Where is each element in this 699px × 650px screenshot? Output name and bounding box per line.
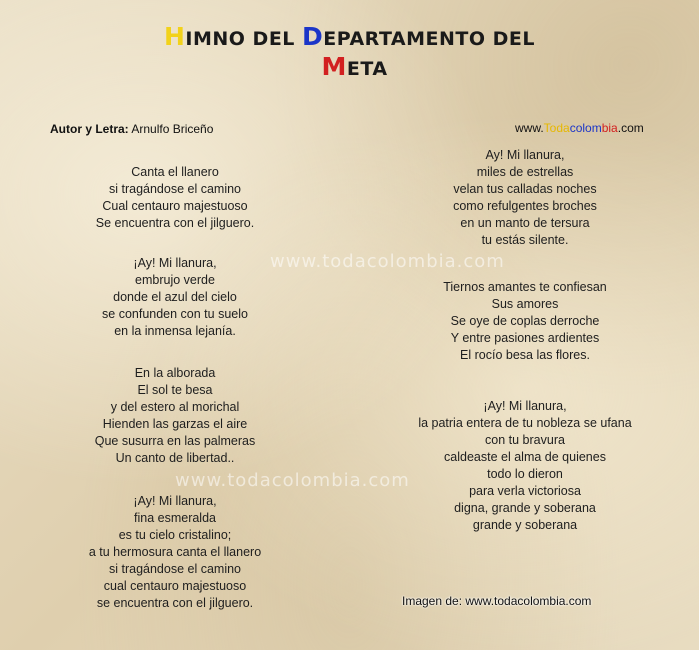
verse-line: se confunden con tu suelo: [102, 307, 248, 321]
verse-line: caldeaste el alma de quienes: [444, 450, 606, 464]
verse-line: Hienden las garzas el aire: [102, 417, 248, 431]
author-label: Autor y Letra:: [50, 122, 129, 136]
right-stanza-3: [395, 398, 655, 534]
verse-line: en un manto de tersura: [460, 216, 590, 230]
author-name: Arnulfo Briceño: [131, 122, 214, 136]
verse-line: En la alborada: [134, 366, 216, 380]
verse-line: velan tus calladas noches: [453, 182, 597, 196]
title-initial-d: D: [302, 22, 324, 51]
right-stanza-2: [395, 279, 655, 364]
verse-line: cual centauro majestuoso: [103, 579, 247, 593]
title-text-imno-del: IMNO DEL: [185, 28, 303, 50]
verse-line: a tu hermosura canta el llanero: [88, 545, 262, 559]
verse-line: si tragándose el camino: [108, 182, 242, 196]
verse-line: Ay! Mi llanura,: [485, 148, 565, 162]
verse-line: Cual centauro majestuoso: [102, 199, 248, 213]
left-stanza-2: [60, 255, 290, 340]
verse-line: digna, grande y soberana: [454, 501, 596, 515]
verse-line: miles de estrellas: [476, 165, 574, 179]
site-link-suffix: .com: [617, 121, 644, 135]
author-credit: [50, 122, 213, 136]
verse-line: El rocío besa las flores.: [460, 348, 590, 362]
verse-line: se encuentra con el jilguero.: [96, 596, 254, 610]
watermark-lower: www.todacolombia.com: [175, 470, 410, 491]
title-initial-h: H: [163, 22, 186, 51]
left-stanza-3: [60, 365, 290, 467]
title-text-eta: ETA: [346, 58, 388, 80]
verse-line: la patria entera de tu nobleza se ufana: [418, 416, 632, 430]
page-title-line-2: [5, 52, 699, 81]
verse-line: fina esmeralda: [134, 511, 216, 525]
verse-line: en la inmensa lejanía.: [114, 324, 236, 338]
verse-line: todo lo dieron: [487, 467, 563, 481]
verse-line: El sol te besa: [137, 383, 213, 397]
site-link-prefix: www.: [515, 121, 544, 135]
verse-line: grande y soberana: [472, 518, 578, 532]
title-text-epartamento-del: EPARTAMENTO DEL: [323, 28, 536, 50]
image-credit: Imagen de: www.todacolombia.com: [402, 594, 592, 608]
verse-line: con tu bravura: [485, 433, 565, 447]
verse-line: embrujo verde: [135, 273, 215, 287]
verse-line: ¡Ay! Mi llanura,: [133, 256, 217, 270]
verse-line: para verla victoriosa: [469, 484, 581, 498]
verse-line: Se oye de coplas derroche: [450, 314, 600, 328]
verse-line: Sus amores: [491, 297, 559, 311]
verse-line: ¡Ay! Mi llanura,: [483, 399, 567, 413]
verse-line: si tragándose el camino: [108, 562, 242, 576]
verse-line: donde el azul del cielo: [113, 290, 237, 304]
title-initial-m: M: [321, 52, 347, 81]
watermark-upper: www.todacolombia.com: [270, 251, 505, 272]
verse-line: Y entre pasiones ardientes: [450, 331, 600, 345]
site-link-part-2: colom: [569, 121, 602, 135]
verse-line: tu estás silente.: [481, 233, 569, 247]
left-stanza-4: [60, 493, 290, 612]
verse-line: como refulgentes broches: [453, 199, 597, 213]
site-link[interactable]: [515, 121, 644, 135]
site-link-part-1: Toda: [543, 121, 570, 135]
verse-line: Que susurra en las palmeras: [94, 434, 256, 448]
verse-line: Canta el llanero: [131, 165, 219, 179]
verse-line: Tiernos amantes te confiesan: [443, 280, 607, 294]
site-link-part-3: bia: [601, 121, 618, 135]
verse-line: es tu cielo cristalino;: [118, 528, 232, 542]
verse-line: y del estero al morichal: [110, 400, 240, 414]
page-title-line-1: [0, 22, 699, 51]
left-stanza-1: [60, 164, 290, 232]
verse-line: ¡Ay! Mi llanura,: [133, 494, 217, 508]
verse-line: Un canto de libertad..: [115, 451, 235, 465]
verse-line: Se encuentra con el jilguero.: [95, 216, 255, 230]
right-stanza-1: [395, 147, 655, 249]
